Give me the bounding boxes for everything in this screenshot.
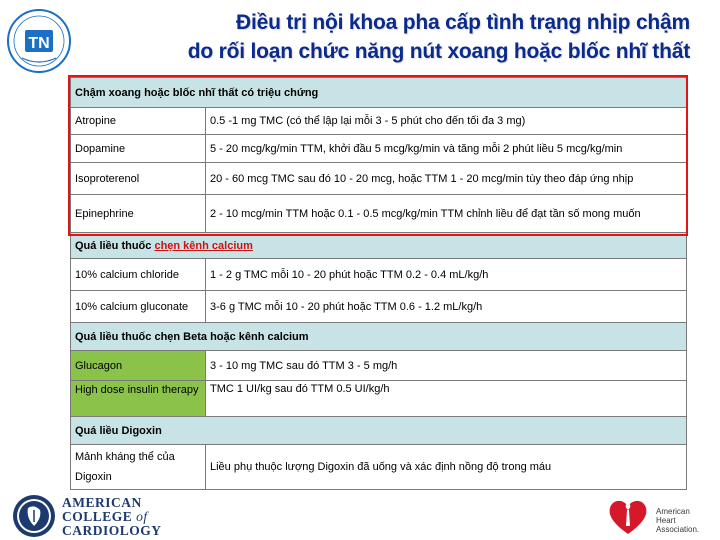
- section-row: [71, 78, 687, 108]
- title-line-1: Điều trị nội khoa pha cấp tình trạng nhịp chậm: [236, 11, 690, 34]
- section-header-digoxin-overdose: Quá liều Digoxin: [71, 417, 687, 445]
- drug-name-epinephrine: Epinephrine: [71, 195, 206, 233]
- drug-name-dopamine: Dopamine: [71, 135, 206, 163]
- table-row: [71, 259, 687, 291]
- drug-name-insulin: High dose insulin therapy: [71, 381, 206, 417]
- table-row: [71, 381, 687, 417]
- dose-dopamine: 5 - 20 mcg/kg/min TTM, khởi đầu 5 mcg/kg/min và tăng mỗi 2 phút liều 5 mcg/kg/min: [206, 135, 687, 163]
- table-row: [71, 445, 687, 490]
- table-row: [71, 351, 687, 381]
- table-row: [71, 108, 687, 135]
- drug-name-calcium-gluconate: 10% calcium gluconate: [71, 291, 206, 323]
- calcium-channel-blocker-link[interactable]: chẹn kênh calcium: [154, 239, 253, 252]
- section-header-beta-blocker-overdose: Quá liều thuốc chẹn Beta hoặc kênh calcium: [71, 323, 687, 351]
- section-prefix: Quá liều thuốc: [75, 239, 155, 252]
- table-row: [71, 291, 687, 323]
- aha-line-1: American: [656, 507, 690, 516]
- section-header-sinus-bradycardia: Chậm xoang hoặc blốc nhĩ thất có triệu chứng: [71, 78, 687, 108]
- acc-line-1: AMERICAN: [62, 495, 142, 510]
- table-row: [71, 195, 687, 233]
- aha-line-3: Association.: [656, 525, 700, 534]
- dose-epinephrine: 2 - 10 mcg/min TTM hoặc 0.1 - 0.5 mcg/kg/min TTM chỉnh liều để đạt tần số mong muốn: [206, 195, 687, 233]
- treatment-table: [70, 77, 687, 490]
- drug-name-digoxin-fab: [71, 445, 206, 490]
- drug-name-calcium-chloride: 10% calcium chloride: [71, 259, 206, 291]
- dose-digoxin-fab: Liều phụ thuộc lượng Digoxin đã uống và xác định nồng độ trong máu: [206, 445, 687, 490]
- drug-name-line-1: Mảnh kháng thể của: [75, 451, 175, 463]
- acc-line-2: COLLEGE: [62, 509, 137, 524]
- acc-line-3: CARDIOLOGY: [62, 523, 162, 538]
- dose-insulin: TMC 1 UI/kg sau đó TTM 0.5 UI/kg/h: [206, 381, 687, 417]
- title-line-2: do rối loạn chức năng nút xoang hoặc blốc nhĩ thất: [187, 40, 690, 63]
- drug-name-line-2: Digoxin: [75, 471, 112, 483]
- aha-heart-torch-icon: [606, 496, 650, 536]
- table-row: [71, 163, 687, 195]
- dose-atropine: 0.5 -1 mg TMC (có thể lập lại mỗi 3 - 5 phút cho đến tối đa 3 mg): [206, 108, 687, 135]
- section-row: [71, 323, 687, 351]
- section-row: [71, 417, 687, 445]
- section-row: [71, 233, 687, 259]
- aha-wordmark: [656, 507, 699, 534]
- logo-letters: TN: [28, 35, 50, 52]
- acc-seal-icon: [12, 494, 56, 538]
- drug-name-glucagon: Glucagon: [71, 351, 206, 381]
- dose-calcium-gluconate: 3-6 g TMC mỗi 10 - 20 phút hoặc TTM 0.6 - 1.2 mL/kg/h: [206, 291, 687, 323]
- table-row: [71, 135, 687, 163]
- dose-isoproterenol: 20 - 60 mcg TMC sau đó 10 - 20 mcg, hoặc TTM 1 - 20 mcg/min tùy theo đáp ứng nhịp: [206, 163, 687, 195]
- drug-name-isoproterenol: Isoproterenol: [71, 163, 206, 195]
- page-title: [90, 8, 690, 66]
- drug-name-atropine: Atropine: [71, 108, 206, 135]
- dose-glucagon: 3 - 10 mg TMC sau đó TTM 3 - 5 mg/h: [206, 351, 687, 381]
- acc-wordmark: [62, 496, 162, 538]
- aha-line-2: Heart: [656, 516, 676, 525]
- acc-of: of: [136, 509, 148, 524]
- hospital-logo: [6, 8, 72, 74]
- dose-calcium-chloride: 1 - 2 g TMC mỗi 10 - 20 phút hoặc TTM 0.2 - 0.4 mL/kg/h: [206, 259, 687, 291]
- section-header-ccb-overdose: [71, 233, 687, 259]
